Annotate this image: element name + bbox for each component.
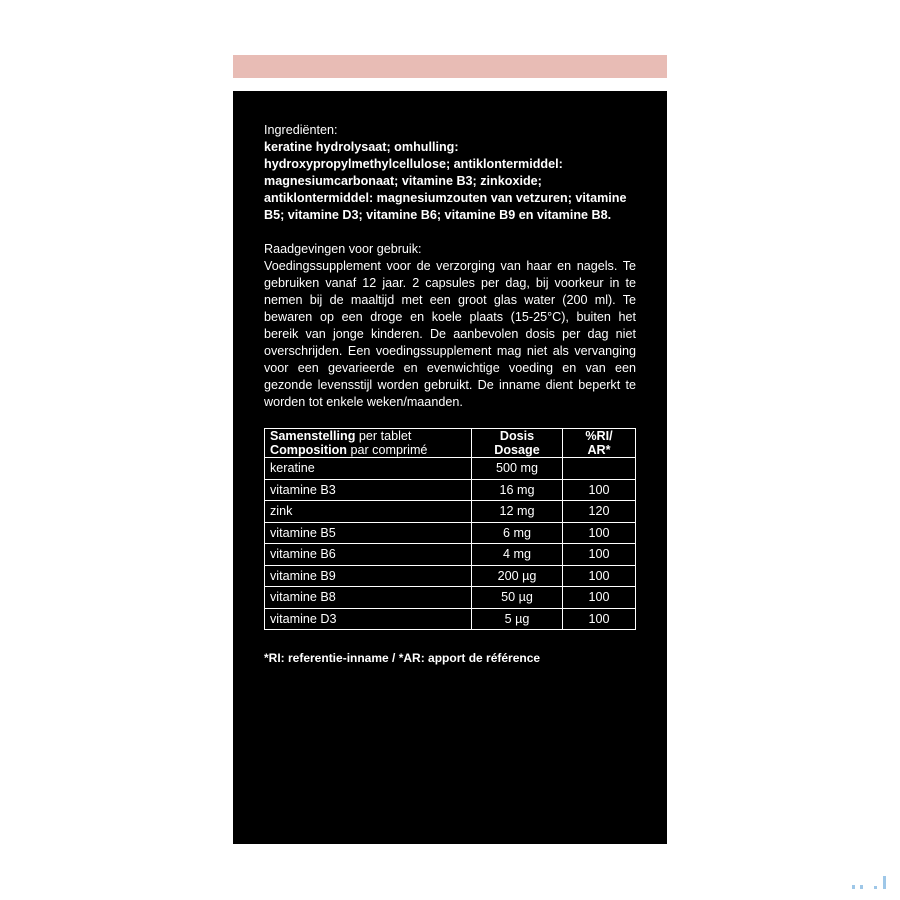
ingredient-ri: 100 <box>563 587 636 609</box>
ingredient-dose: 500 mg <box>472 458 563 480</box>
table-row <box>265 522 636 544</box>
ingredient-ri: 100 <box>563 544 636 566</box>
table-row <box>265 479 636 501</box>
ingredient-dose: 200 µg <box>472 565 563 587</box>
ingredient-name: vitamine B8 <box>265 587 472 609</box>
ingredient-ri: 100 <box>563 565 636 587</box>
composition-header-fr-bold: Composition <box>270 443 347 457</box>
ingredient-name: vitamine B6 <box>265 544 472 566</box>
ingredient-name: vitamine D3 <box>265 608 472 630</box>
table-row <box>265 608 636 630</box>
ingredient-name: vitamine B5 <box>265 522 472 544</box>
composition-header <box>265 429 472 458</box>
table-header-row <box>265 429 636 458</box>
watermark-dot <box>874 886 877 889</box>
ingredient-ri <box>563 458 636 480</box>
usage-advice <box>264 241 636 411</box>
ingredient-name: vitamine B9 <box>265 565 472 587</box>
composition-header-nl-bold: Samenstelling <box>270 429 356 443</box>
ingredient-name: keratine <box>265 458 472 480</box>
table-row <box>265 501 636 523</box>
watermark-dot <box>852 885 855 889</box>
dose-header-fr: Dosage <box>494 443 540 457</box>
corner-watermark-mark <box>852 876 892 890</box>
ingredient-dose: 4 mg <box>472 544 563 566</box>
watermark-bar <box>883 876 886 889</box>
ingredient-ri: 120 <box>563 501 636 523</box>
table-row <box>265 544 636 566</box>
ri-header-line2: AR* <box>587 443 611 457</box>
table-row <box>265 565 636 587</box>
ri-header-line1: %RI/ <box>585 429 613 443</box>
dose-header <box>472 429 563 458</box>
ingredient-ri: 100 <box>563 522 636 544</box>
ingredient-dose: 50 µg <box>472 587 563 609</box>
ingredient-name: vitamine B3 <box>265 479 472 501</box>
ingredients-title: Ingrediënten: <box>264 123 338 137</box>
ingredient-dose: 16 mg <box>472 479 563 501</box>
ri-header <box>563 429 636 458</box>
table-row <box>265 458 636 480</box>
reference-footnote: *RI: referentie-inname / *AR: apport de référence <box>264 651 541 665</box>
dose-header-nl: Dosis <box>499 429 535 443</box>
table-row <box>265 587 636 609</box>
ingredient-name: zink <box>265 501 472 523</box>
watermark-dot <box>860 885 863 889</box>
composition-header-nl: per tablet <box>355 429 412 443</box>
product-label-panel <box>233 91 667 844</box>
composition-header-fr: par comprimé <box>346 443 428 457</box>
advice-title: Raadgevingen voor gebruik: <box>264 242 422 256</box>
advice-text: Voedingssupplement voor de verzorging van haar en nagels. Te gebruiken vanaf 12 jaar. 2 capsules per dag, bij voorkeur in te nemen bij de maaltijd met een groot glas water (200 ml). Te bewaren op een droge en koele plaats (15-25°C), buiten het bereik van jonge kinderen. De aanbevolen dosis per dag niet overschrijden. Een voedingssupplement mag niet als vervanging voor een gevarieerde en evenwichtige voeding en van een gezonde levensstijl worden gebruikt. De inname dient beperkt te worden tot enkele weken/maanden. <box>264 259 636 409</box>
ingredient-dose: 5 µg <box>472 608 563 630</box>
ingredient-dose: 6 mg <box>472 522 563 544</box>
ingredient-ri: 100 <box>563 608 636 630</box>
composition-table <box>264 428 636 630</box>
ingredient-ri: 100 <box>563 479 636 501</box>
label-text-block <box>264 122 636 411</box>
ingredients-text: keratine hydrolysaat; omhulling: hydroxypropylmethylcellulose; antiklontermiddel: magnesiumcarbonaat; vitamine B3; zinkoxide; antiklontermiddel: magnesiumzouten van vetzuren; vitamine B5; vitamine D3; vitamine B6; vitamine B9 en vitamine B8. <box>264 140 627 222</box>
ingredient-dose: 12 mg <box>472 501 563 523</box>
top-accent-band <box>233 55 667 78</box>
